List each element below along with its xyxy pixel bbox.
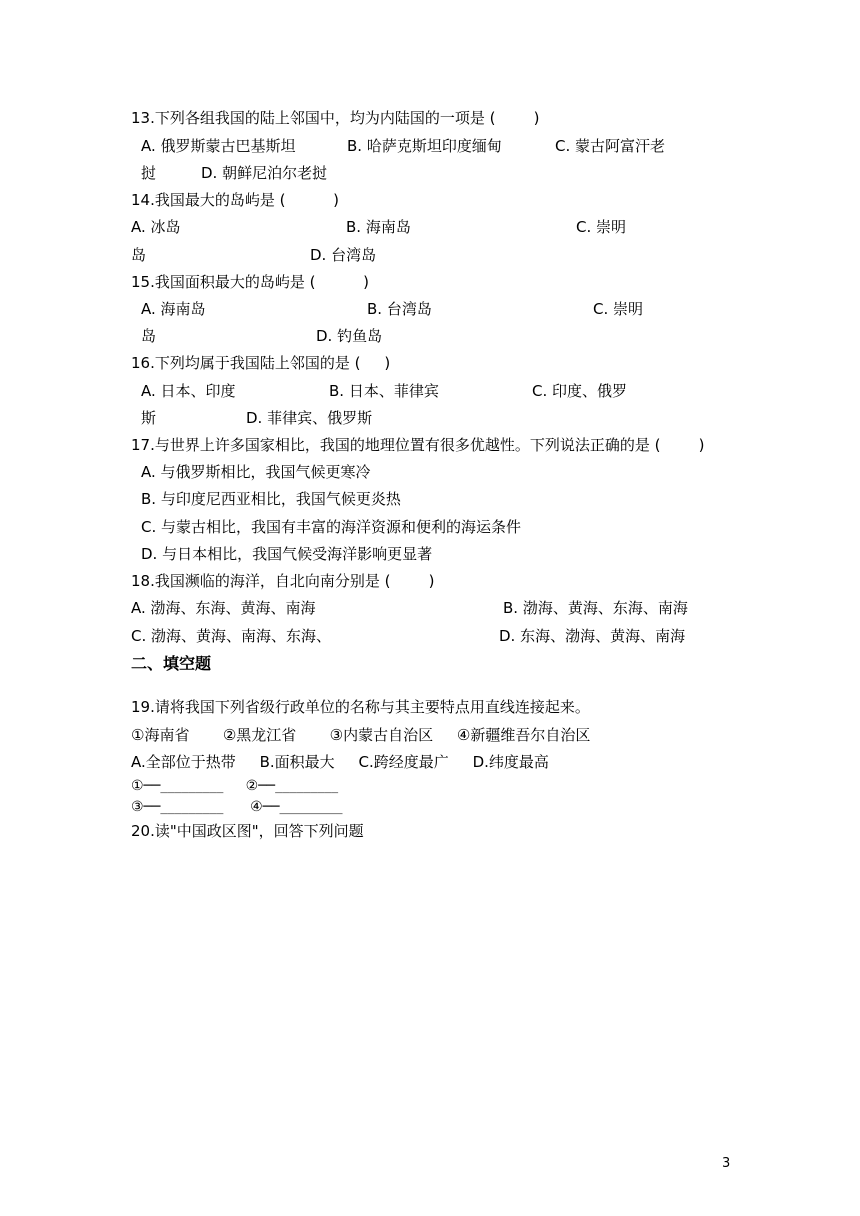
- question-18-option-b: B. 渤海、黄海、东海、南海: [503, 599, 688, 617]
- question-14-option-a: A. 冰岛: [131, 218, 181, 236]
- question-16-option-d: D. 菲律宾、俄罗斯: [246, 409, 373, 427]
- question-14-option-b: B. 海南岛: [346, 218, 411, 236]
- question-16-option-c: C. 印度、俄罗: [532, 382, 628, 400]
- question-18-option-c: C. 渤海、黄海、南海、东海、: [131, 627, 332, 645]
- question-15-option-a: A. 海南岛: [141, 300, 206, 318]
- question-15-stem: 15.我国面积最大的岛屿是 ( ): [131, 273, 370, 291]
- question-20-stem: 20.读"中国政区图"，回答下列问题: [131, 822, 364, 840]
- section-heading-fill-in: 二、填空题: [131, 654, 212, 673]
- question-17-option-c: C. 与蒙古相比，我国有丰富的海洋资源和便利的海运条件: [141, 518, 522, 536]
- question-18-option-a: A. 渤海、东海、黄海、南海: [131, 599, 316, 617]
- question-18-stem: 18.我国濒临的海洋，自北向南分别是 ( ): [131, 572, 435, 590]
- question-19-stem: 19.请将我国下列省级行政单位的名称与其主要特点用直线连接起来。: [131, 698, 590, 716]
- question-19-provinces: ①海南省 ②黑龙江省 ③内蒙古自治区 ④新疆维吾尔自治区: [131, 726, 591, 744]
- question-17-option-a: A. 与俄罗斯相比，我国气候更寒冷: [141, 463, 371, 481]
- question-19-features: A.全部位于热带 B.面积最大 C.跨经度最广 D.纬度最高: [131, 753, 549, 771]
- question-13-option-c-wrap: 挝: [141, 164, 157, 182]
- question-19-blank-line-1: ①──_________ ②──_________: [131, 778, 339, 794]
- question-14-option-d: D. 台湾岛: [310, 246, 377, 264]
- question-13-stem: 13.下列各组我国的陆上邻国中，均为内陆国的一项是 ( ): [131, 109, 540, 127]
- question-18-option-d: D. 东海、渤海、黄海、南海: [499, 627, 686, 645]
- question-17-stem: 17.与世界上许多国家相比，我国的地理位置有很多优越性。下列说法正确的是 ( ): [131, 436, 705, 454]
- question-13-option-d: D. 朝鲜尼泊尔老挝: [201, 164, 328, 182]
- question-15-option-d: D. 钓鱼岛: [316, 327, 383, 345]
- question-15-option-b: B. 台湾岛: [367, 300, 432, 318]
- question-15-option-c-wrap: 岛: [141, 327, 157, 345]
- question-19-blank-line-2: ③──_________ ④──_________: [131, 799, 343, 815]
- question-17-option-b: B. 与印度尼西亚相比，我国气候更炎热: [141, 490, 401, 508]
- question-14-option-c: C. 崇明: [576, 218, 627, 236]
- question-13-option-b: B. 哈萨克斯坦印度缅甸: [347, 137, 502, 155]
- question-16-option-b: B. 日本、菲律宾: [329, 382, 439, 400]
- question-17-option-d: D. 与日本相比，我国气候受海洋影响更显著: [141, 545, 433, 563]
- page-number: 3: [722, 1156, 731, 1171]
- question-13-option-c: C. 蒙古阿富汗老: [555, 137, 666, 155]
- question-13-option-a: A. 俄罗斯蒙古巴基斯坦: [141, 137, 296, 155]
- question-14-stem: 14.我国最大的岛屿是 ( ): [131, 191, 340, 209]
- question-14-option-c-wrap: 岛: [131, 246, 147, 264]
- question-15-option-c: C. 崇明: [593, 300, 644, 318]
- question-16-stem: 16.下列均属于我国陆上邻国的是 ( ): [131, 354, 391, 372]
- question-16-option-c-wrap: 斯: [141, 409, 157, 427]
- question-16-option-a: A. 日本、印度: [141, 382, 236, 400]
